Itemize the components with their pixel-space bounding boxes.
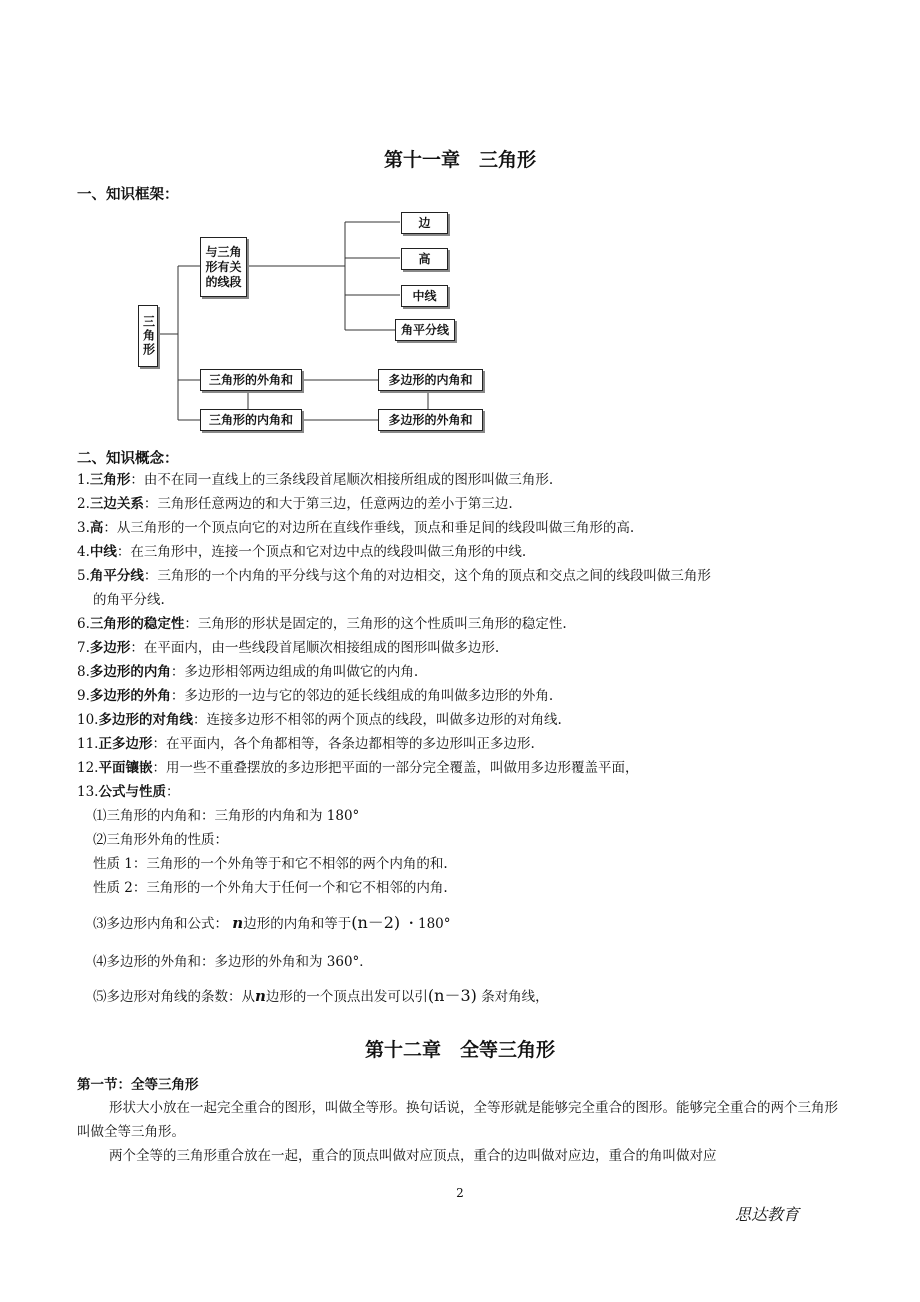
concept-text: ：三角形的一个内角的平分线与这个角的对边相交，这个角的顶点和交点之间的线段叫做三角形 bbox=[143, 568, 711, 584]
page-number: 2 bbox=[456, 1186, 464, 1200]
concept-term: 正多边形 bbox=[98, 736, 153, 752]
formula-exterior-property: ⑵三角形外角的性质： bbox=[93, 832, 228, 848]
diagram-leaf-height-label: 高 bbox=[418, 251, 431, 266]
concept-text: ： bbox=[165, 784, 180, 800]
diagram-leaf-median bbox=[401, 285, 448, 307]
concept-num: 4. bbox=[77, 544, 90, 560]
formula-polygon-exterior: ⑷多边形的外角和：多边形的外角和为 360°． bbox=[93, 954, 373, 970]
concept-text: ：多边形相邻两边组成的角叫做它的内角. bbox=[170, 664, 419, 680]
diagram-poly-int-sum-label: 多边形的内角和 bbox=[388, 372, 473, 387]
concept-term: 三角形 bbox=[89, 472, 131, 488]
concept-item bbox=[77, 756, 638, 780]
concept-item bbox=[77, 708, 562, 732]
concept-term: 平面镶嵌 bbox=[98, 760, 153, 776]
diagram-poly-ext-sum bbox=[378, 409, 483, 431]
concept-term: 多边形的内角 bbox=[89, 664, 171, 680]
diagram-root-triangle bbox=[138, 305, 158, 367]
section-congruent-triangles: 第一节：全等三角形 bbox=[77, 1077, 199, 1093]
diagram-int-angle-sum-label: 三角形的内角和 bbox=[208, 412, 293, 427]
math-expression: (n－2) bbox=[351, 913, 401, 932]
concept-text: ：在三角形中，连接一个顶点和它对边中点的线段叫做三角形的中线. bbox=[116, 544, 527, 560]
formula-text: ・180° bbox=[404, 916, 451, 932]
diagram-segments-label: 与三角形有关的线段 bbox=[205, 244, 242, 289]
concept-item bbox=[77, 492, 513, 516]
diagram-ext-angle-sum-label: 三角形的外角和 bbox=[208, 372, 293, 387]
paragraph-corresponding-parts: 两个全等的三角形重合放在一起，重合的顶点叫做对应顶点，重合的边叫做对应边，重合的角叫做对应 bbox=[109, 1148, 717, 1164]
concept-num: 10. bbox=[77, 712, 99, 728]
concept-text: ：三角形的形状是固定的，三角形的这个性质叫三角形的稳定性. bbox=[184, 616, 567, 632]
concept-term: 公式与性质 bbox=[98, 784, 166, 800]
formula-text: 边形的内角和等于 bbox=[243, 916, 352, 932]
concept-term: 多边形的外角 bbox=[89, 688, 171, 704]
concept-num: 8. bbox=[77, 664, 90, 680]
property-1: 性质 1：三角形的一个外角等于和它不相邻的两个内角的和. bbox=[93, 856, 448, 872]
concept-text: ：用一些不重叠摆放的多边形把平面的一部分完全覆盖，叫做用多边形覆盖平面， bbox=[152, 760, 639, 776]
concept-term: 三边关系 bbox=[89, 496, 144, 512]
formula-polygon-interior bbox=[93, 911, 451, 936]
formula-text: 边形的一个顶点出发可以引 bbox=[265, 989, 428, 1005]
concept-term: 多边形 bbox=[89, 640, 131, 656]
diagram-poly-int-sum bbox=[378, 369, 483, 391]
formula-text: 条对角线， bbox=[481, 989, 549, 1005]
concept-term: 角平分线 bbox=[89, 568, 144, 584]
concept-text: ：由不在同一直线上的三条线段首尾顺次相接所组成的图形叫做三角形. bbox=[130, 472, 554, 488]
diagram-leaf-side bbox=[401, 212, 448, 234]
concept-item bbox=[77, 660, 418, 684]
math-expression: (n－3) bbox=[427, 986, 477, 1005]
footer-brand: 思达教育 bbox=[735, 1205, 800, 1224]
framework-heading: 一、知识框架： bbox=[77, 187, 179, 203]
concept-num: 1. bbox=[77, 472, 90, 488]
concept-text: ：在平面内，由一些线段首尾顺次相接组成的图形叫做多边形. bbox=[130, 640, 500, 656]
chapter-11-title: 第十一章 三角形 bbox=[383, 149, 536, 171]
concept-term: 三角形的稳定性 bbox=[89, 616, 185, 632]
formula-angle-sum: ⑴三角形的内角和：三角形的内角和为 180° bbox=[93, 808, 360, 824]
concept-text: ：在平面内，各个角都相等，各条边都相等的多边形叫正多边形. bbox=[152, 736, 535, 752]
concept-term: 多边形的对角线 bbox=[98, 712, 193, 728]
diagram-leaf-bisector-label: 角平分线 bbox=[400, 322, 449, 337]
concept-num: 5. bbox=[77, 568, 90, 584]
diagram-int-angle-sum bbox=[200, 409, 302, 431]
diagram-leaf-side-label: 边 bbox=[418, 215, 431, 230]
concept-num: 12. bbox=[77, 760, 99, 776]
concept-item-continued: 的角平分线. bbox=[93, 592, 165, 608]
concepts-heading: 二、知识概念： bbox=[77, 451, 179, 467]
concept-item bbox=[77, 612, 567, 636]
concept-item bbox=[77, 540, 526, 564]
diagram-leaf-bisector bbox=[395, 319, 455, 341]
formula-text: ⑶多边形内角和公式： bbox=[93, 916, 228, 932]
concept-num: 11. bbox=[77, 736, 99, 752]
diagram-segments-box bbox=[200, 237, 247, 297]
concept-num: 2. bbox=[77, 496, 90, 512]
diagram-leaf-median-label: 中线 bbox=[412, 288, 437, 303]
diagram-poly-ext-sum-label: 多边形的外角和 bbox=[388, 412, 473, 427]
concept-item bbox=[77, 732, 535, 756]
concept-item bbox=[77, 468, 553, 492]
concept-term: 中线 bbox=[89, 544, 117, 560]
concept-item bbox=[77, 564, 711, 588]
concept-num: 6. bbox=[77, 616, 90, 632]
concept-text: ：三角形任意两边的和大于第三边，任意两边的差小于第三边. bbox=[143, 496, 513, 512]
concept-text: ：连接多边形不相邻的两个顶点的线段，叫做多边形的对角线. bbox=[192, 712, 562, 728]
diagram-leaf-height bbox=[401, 248, 448, 270]
diagram-root-label: 三角形 bbox=[141, 315, 156, 357]
math-n: n bbox=[255, 987, 266, 1005]
concept-num: 7. bbox=[77, 640, 90, 656]
concept-item bbox=[77, 780, 179, 804]
concept-num: 13. bbox=[77, 784, 99, 800]
concept-term: 高 bbox=[89, 520, 104, 536]
concept-item bbox=[77, 516, 634, 540]
concept-text: ：多边形的一边与它的邻边的延长线组成的角叫做多边形的外角. bbox=[170, 688, 554, 704]
concept-num: 3. bbox=[77, 520, 90, 536]
diagram-ext-angle-sum bbox=[200, 369, 302, 391]
paragraph-congruent-definition: 形状大小放在一起完全重合的图形，叫做全等形。换句话说，全等形就是能够完全重合的图形。能够完全重合的两个三角形叫做全等三角形。 bbox=[77, 1100, 838, 1140]
property-2: 性质 2：三角形的一个外角大于任何一个和它不相邻的内角. bbox=[93, 880, 448, 896]
math-n: n bbox=[232, 914, 244, 932]
concept-text: ：从三角形的一个顶点向它的对边所在直线作垂线，顶点和垂足间的线段叫做三角形的高. bbox=[103, 520, 635, 536]
chapter-12-title: 第十二章 全等三角形 bbox=[364, 1039, 555, 1061]
concept-num: 9. bbox=[77, 688, 90, 704]
formula-text: ⑸多边形对角线的条数：从 bbox=[93, 989, 255, 1005]
concept-item bbox=[77, 636, 499, 660]
concept-item bbox=[77, 684, 553, 708]
formula-diagonals bbox=[93, 984, 549, 1009]
